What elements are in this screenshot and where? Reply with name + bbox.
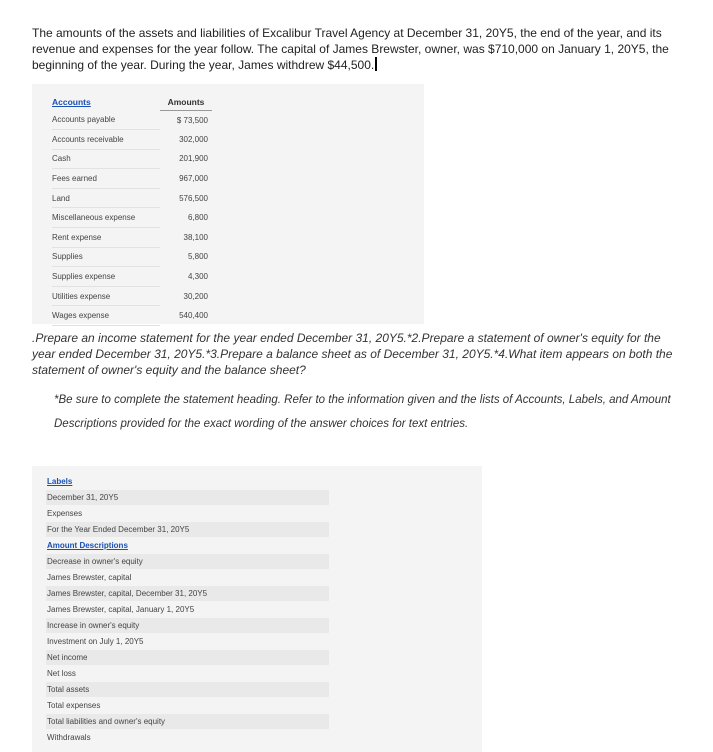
list-item-amount-description: Decrease in owner's equity <box>46 554 329 569</box>
account-name: Land <box>52 188 160 208</box>
account-name: Rent expense <box>52 228 160 248</box>
account-amount: 576,500 <box>179 193 208 203</box>
list-item-amount-description: Withdrawals <box>47 733 91 742</box>
table-row <box>52 267 212 287</box>
account-name: Wages expense <box>52 306 160 326</box>
account-amount: 201,900 <box>179 154 208 164</box>
account-amount: 6,800 <box>187 213 208 223</box>
table-row <box>52 130 212 150</box>
list-item-amount-description: James Brewster, capital <box>47 573 132 582</box>
account-name: Cash <box>52 149 160 169</box>
account-name: Supplies expense <box>52 267 160 287</box>
accounts-table-panel <box>32 84 424 324</box>
table-row <box>52 169 212 189</box>
table-row <box>52 306 212 326</box>
intro-text: The amounts of the assets and liabilities of Excalibur Travel Agency at December 31, 20Y5, the end of the year, and its revenue and expenses for the year follow. The capital of James Brewster, owner, was $710,000 on January 1, 20Y5, the beginning of the year. During the year, James withdrew $44,500. <box>32 26 669 72</box>
account-amount: 30,200 <box>183 291 208 301</box>
list-item-amount-description: James Brewster, capital, January 1, 20Y5 <box>47 605 195 614</box>
list-item-amount-description: Increase in owner's equity <box>46 618 329 633</box>
table-row <box>52 208 212 228</box>
list-item-label: December 31, 20Y5 <box>46 490 329 505</box>
table-row <box>52 111 212 130</box>
list-item-label: For the Year Ended December 31, 20Y5 <box>46 522 329 537</box>
amount-descriptions-header[interactable]: Amount Descriptions <box>47 541 128 550</box>
account-amount: 5,800 <box>187 252 208 262</box>
account-name: Fees earned <box>52 169 160 189</box>
account-name: Accounts receivable <box>52 130 160 150</box>
table-row <box>52 228 212 248</box>
amounts-column-header: Amounts <box>160 94 212 111</box>
list-item-label: Expenses <box>47 509 83 518</box>
account-name: Supplies <box>52 247 160 267</box>
list-item-amount-description: Net income <box>46 650 329 665</box>
answer-lists-panel <box>32 466 482 752</box>
table-row <box>52 149 212 169</box>
list-item-amount-description: Total liabilities and owner's equity <box>46 714 329 729</box>
account-amount: $ 73,500 <box>176 115 208 125</box>
list-item-amount-description: Net loss <box>47 669 76 678</box>
account-name: Utilities expense <box>52 286 160 306</box>
list-item-amount-description: James Brewster, capital, December 31, 20Y5 <box>46 586 329 601</box>
intro-paragraph <box>32 25 682 73</box>
instructions-note: *Be sure to complete the statement heading. Refer to the information given and the lists of Accounts, Labels, and Amount Descriptions provided for the exact wording of the answer choices for text entries. <box>54 394 671 430</box>
account-amount: 540,400 <box>179 311 208 321</box>
table-row <box>52 188 212 208</box>
labels-header[interactable]: Labels <box>47 477 73 486</box>
questions-paragraph: .Prepare an income statement for the year ended December 31, 20Y5.*2.Prepare a statement of owner's equity for the year ended December 31, 20Y5.*3.Prepare a balance sheet as of December 31, 20Y5.*4.What item appears on both the statement of owner's equity and the balance sheet? <box>32 331 673 377</box>
text-cursor <box>375 57 377 71</box>
account-amount: 302,000 <box>179 134 208 144</box>
table-row <box>52 247 212 267</box>
account-amount: 967,000 <box>179 174 208 184</box>
accounts-column-header[interactable]: Accounts <box>52 97 91 108</box>
account-name: Accounts payable <box>52 111 160 130</box>
accounts-table <box>52 94 212 326</box>
list-item-amount-description: Investment on July 1, 20Y5 <box>47 637 144 646</box>
list-item-amount-description: Total assets <box>46 682 329 697</box>
table-header-row <box>52 94 212 111</box>
account-amount: 4,300 <box>187 272 208 282</box>
account-amount: 38,100 <box>183 232 208 242</box>
table-row <box>52 286 212 306</box>
account-name: Miscellaneous expense <box>52 208 160 228</box>
list-item-amount-description: Total expenses <box>47 701 101 710</box>
